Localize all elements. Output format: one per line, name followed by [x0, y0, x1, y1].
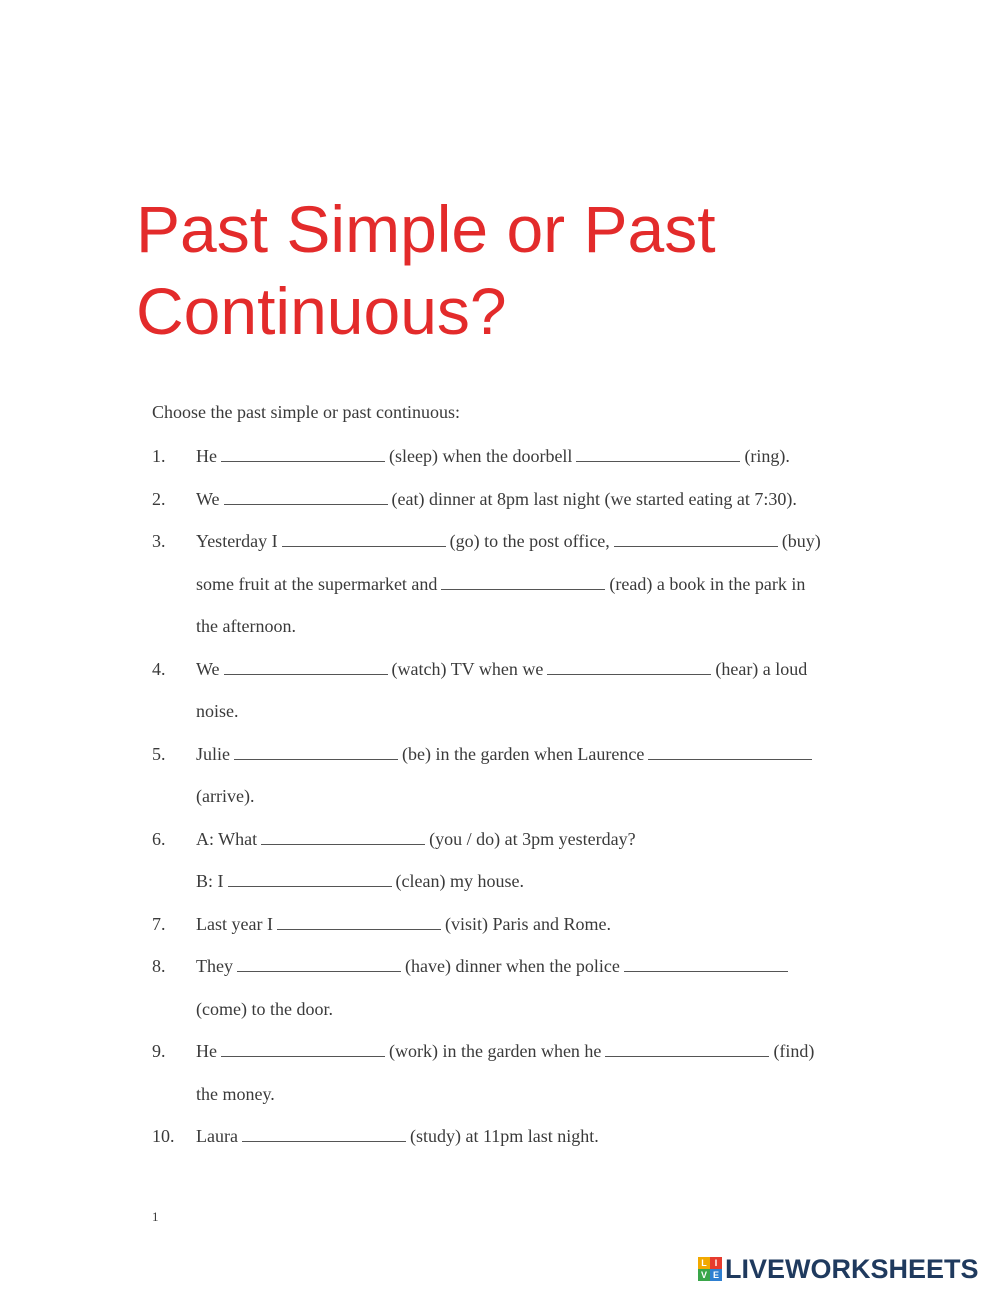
answer-blank[interactable]	[605, 1042, 769, 1057]
sentence-text: (you / do) at 3pm yesterday?	[429, 828, 636, 849]
sentence-text: (buy)	[781, 531, 821, 551]
sentence-text: B: I	[196, 871, 224, 891]
sentence-text: A: What	[196, 828, 258, 849]
item-number: 9.	[152, 1041, 166, 1061]
answer-blank[interactable]	[221, 447, 385, 462]
exercise-line	[196, 659, 807, 680]
sentence-text: (visit) Paris and Rome.	[444, 913, 611, 934]
item-number: 7.	[152, 913, 166, 934]
exercise-line	[196, 531, 821, 552]
answer-blank[interactable]	[224, 490, 388, 505]
logo-tile: E	[710, 1269, 722, 1281]
sentence-text: (watch) TV when we	[391, 658, 544, 679]
answer-blank[interactable]	[282, 532, 446, 547]
sentence-text: (sleep) when the doorbell	[389, 446, 573, 466]
sentence-text: (eat) dinner at 8pm last night (we started eating at 7:30).	[391, 488, 797, 509]
answer-blank[interactable]	[237, 957, 401, 972]
sentence-text: (arrive).	[196, 786, 255, 806]
exercise-line	[196, 829, 636, 850]
sentence-text: noise.	[196, 701, 239, 721]
sentence-text: Yesterday I	[196, 531, 278, 551]
answer-blank[interactable]	[547, 660, 711, 675]
answer-blank[interactable]	[277, 915, 441, 930]
sentence-text: (go) to the post office,	[449, 531, 610, 551]
sentence-text: They	[196, 956, 233, 976]
item-number: 10.	[152, 1126, 175, 1146]
brand-name: LIVEWORKSHEETS	[725, 1253, 979, 1284]
sentence-text: Last year I	[196, 913, 273, 934]
item-number: 6.	[152, 828, 166, 849]
exercise-line	[196, 616, 296, 637]
answer-blank[interactable]	[441, 575, 605, 590]
page-title: Past Simple or Past Continuous?	[136, 192, 716, 348]
exercise-line	[196, 914, 611, 935]
exercise-line	[196, 744, 816, 765]
exercise-line	[196, 786, 254, 807]
sentence-text: Julie	[196, 743, 230, 764]
sentence-text: the money.	[196, 1083, 275, 1104]
sentence-text: (be) in the garden when Laurence	[402, 743, 645, 764]
answer-blank[interactable]	[224, 660, 388, 675]
sentence-text: We	[196, 488, 220, 509]
item-number: 3.	[152, 531, 166, 551]
exercise-line	[196, 701, 239, 722]
exercise-line	[196, 446, 790, 467]
instructions: Choose the past simple or past continuous:	[152, 402, 460, 422]
exercise-line	[196, 956, 792, 977]
sentence-text: (ring).	[744, 446, 790, 466]
sentence-text: We	[196, 658, 220, 679]
sentence-text: He	[196, 1041, 217, 1061]
sentence-text: Laura	[196, 1126, 238, 1146]
item-number: 4.	[152, 658, 166, 679]
sentence-text: (read) a book in the park in	[609, 573, 806, 594]
sentence-text: (study) at 11pm last night.	[409, 1126, 599, 1146]
sentence-text: (have) dinner when the police	[404, 956, 620, 976]
answer-blank[interactable]	[261, 830, 425, 845]
item-number: 2.	[152, 488, 166, 509]
answer-blank[interactable]	[234, 745, 398, 760]
logo-tile: I	[710, 1257, 722, 1269]
answer-blank[interactable]	[242, 1127, 406, 1142]
answer-blank[interactable]	[576, 447, 740, 462]
sentence-text: (work) in the garden when he	[389, 1041, 602, 1061]
liveworksheets-brand[interactable]	[698, 1254, 979, 1284]
answer-blank[interactable]	[614, 532, 778, 547]
item-number: 8.	[152, 956, 166, 976]
exercise-line	[196, 1041, 814, 1062]
item-number: 1.	[152, 446, 166, 466]
page-number: 1	[152, 1209, 159, 1224]
sentence-text: (come) to the door.	[196, 998, 333, 1019]
liveworksheets-logo-icon	[698, 1257, 722, 1281]
sentence-text: (hear) a loud	[715, 658, 808, 679]
sentence-text: (clean) my house.	[395, 871, 524, 891]
sentence-text: some fruit at the supermarket and	[196, 573, 438, 594]
sentence-text: (find)	[773, 1041, 815, 1061]
answer-blank[interactable]	[624, 957, 788, 972]
exercise-line	[196, 574, 805, 595]
sentence-text: He	[196, 446, 217, 466]
item-number: 5.	[152, 743, 166, 764]
sentence-text: the afternoon.	[196, 616, 296, 636]
exercise-line	[196, 1084, 275, 1105]
exercise-line	[196, 489, 797, 510]
logo-tile: L	[698, 1257, 710, 1269]
answer-blank[interactable]	[648, 745, 812, 760]
exercise-line	[196, 999, 333, 1020]
exercise-line	[196, 1126, 599, 1147]
answer-blank[interactable]	[221, 1042, 385, 1057]
logo-tile: V	[698, 1269, 710, 1281]
exercise-line	[196, 871, 524, 892]
answer-blank[interactable]	[228, 872, 392, 887]
